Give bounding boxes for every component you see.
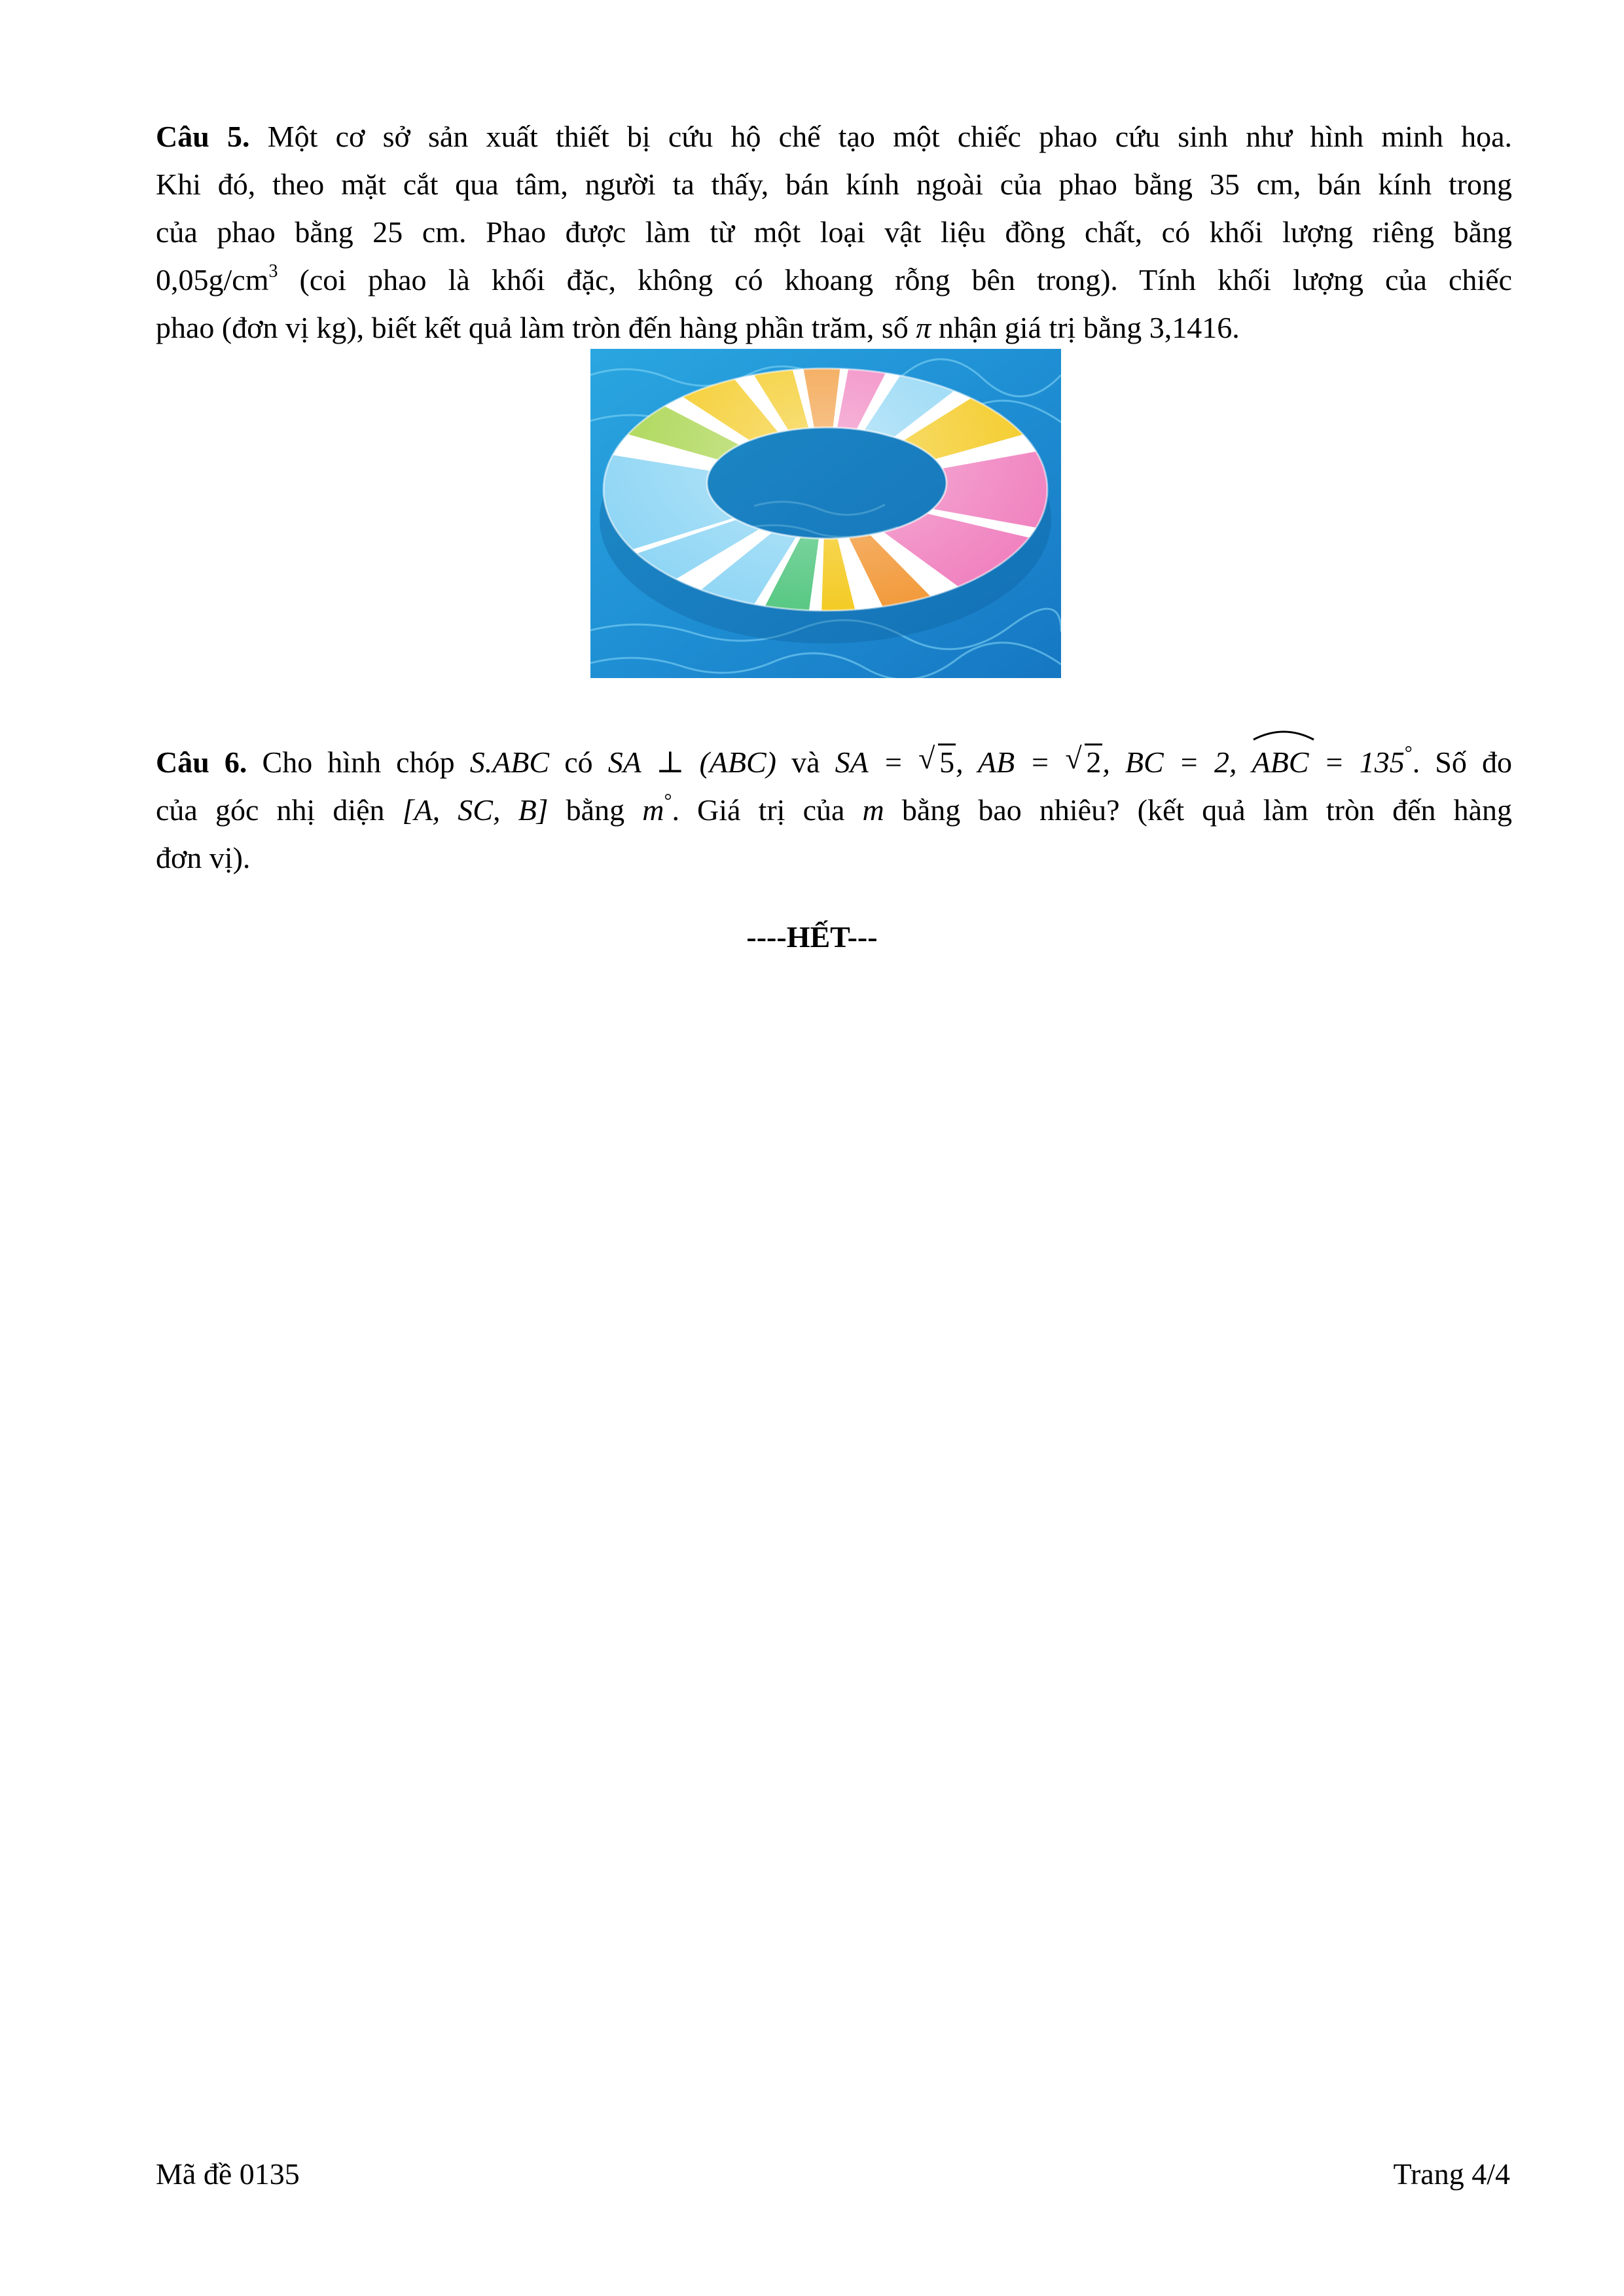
dihedral-angle: [A, SC, B] [402,793,549,827]
angle-arc-icon [1252,728,1315,741]
q5-label: Câu 5. [156,120,250,153]
q6-line-1 [156,738,1512,786]
pi-symbol: π [916,311,931,344]
sqrt-2 [1065,738,1102,786]
q5-text-4: (coi phao là khối đặc, không có khoang rỗng bên trong). Tính khối lượng của chiếc [278,263,1512,296]
swim-ring-illustration [590,349,1061,678]
q6-intro: Cho hình chóp [262,745,470,779]
q5-line-5 [156,304,1512,351]
degree-symbol-m: ° [664,790,672,812]
swim-ring-image [590,349,1061,678]
sqrt-5 [918,738,956,786]
angle-abc [1252,738,1309,786]
radicand-5: 5 [938,744,956,779]
q5-line-1 [156,113,1512,160]
angle-label: ABC [1252,745,1309,779]
q5-text-5a: phao (đơn vị kg), biết kết quả làm tròn đến hàng phần trăm, số [156,311,916,344]
q6-line-2 [156,786,1512,834]
q6-label: Câu 6. [156,745,247,779]
radical-sign: √ [918,742,935,775]
perpendicular-statement: SA ⊥ (ABC) [607,745,776,779]
q6-line1-end: . Số đo [1412,745,1512,779]
m-degree: m [642,793,664,827]
q6-text-2a: của góc nhị diện [156,793,403,827]
q5-line-3: của phao bằng 25 cm. Phao được làm từ một loại vật liệu đồng chất, có khối lượng riêng bằng [156,215,1512,249]
bc-eq: , BC = 2, [1102,745,1252,779]
q5-line-2: Khi đó, theo mặt cắt qua tâm, người ta thấy, bán kính ngoài của phao bằng 35 cm, bán kính trong [156,168,1512,201]
q6-co: có [549,745,608,779]
m-variable: m [862,793,884,827]
q5-text-1: Một cơ sở sản xuất thiết bị cứu hộ chế tạo một chiếc phao cứu sinh như hình minh họa. [267,120,1513,153]
degree-symbol: ° [1404,742,1413,764]
exam-code: Mã đề 0135 [156,2157,300,2191]
page-number: Trang 4/4 [1393,2157,1510,2191]
q6-line-3: đơn vị). [156,841,251,874]
ab-eq: , AB = [956,745,1066,779]
radicand-2: 2 [1085,744,1102,779]
radical-sign: √ [1065,742,1082,775]
q6-text-2d: bằng bao nhiêu? (kết quả làm tròn đến hàng [884,793,1513,827]
q6-text-2b: bằng [548,793,643,827]
density-exponent: 3 [268,261,278,281]
q6-text-2c: . Giá trị của [672,793,863,827]
density-value: 0,05g/cm [156,263,269,296]
question-5 [156,113,1512,351]
q5-line-4 [156,256,1512,304]
end-mark: ----HẾT--- [746,920,878,954]
q5-text-5b: nhận giá trị bằng 3,1416. [931,311,1240,344]
angle-value: = 135 [1308,745,1405,779]
pyramid-name: S.ABC [469,745,550,779]
sa-eq: SA = [835,745,919,779]
q6-va: và [776,745,835,779]
question-6 [156,738,1512,882]
